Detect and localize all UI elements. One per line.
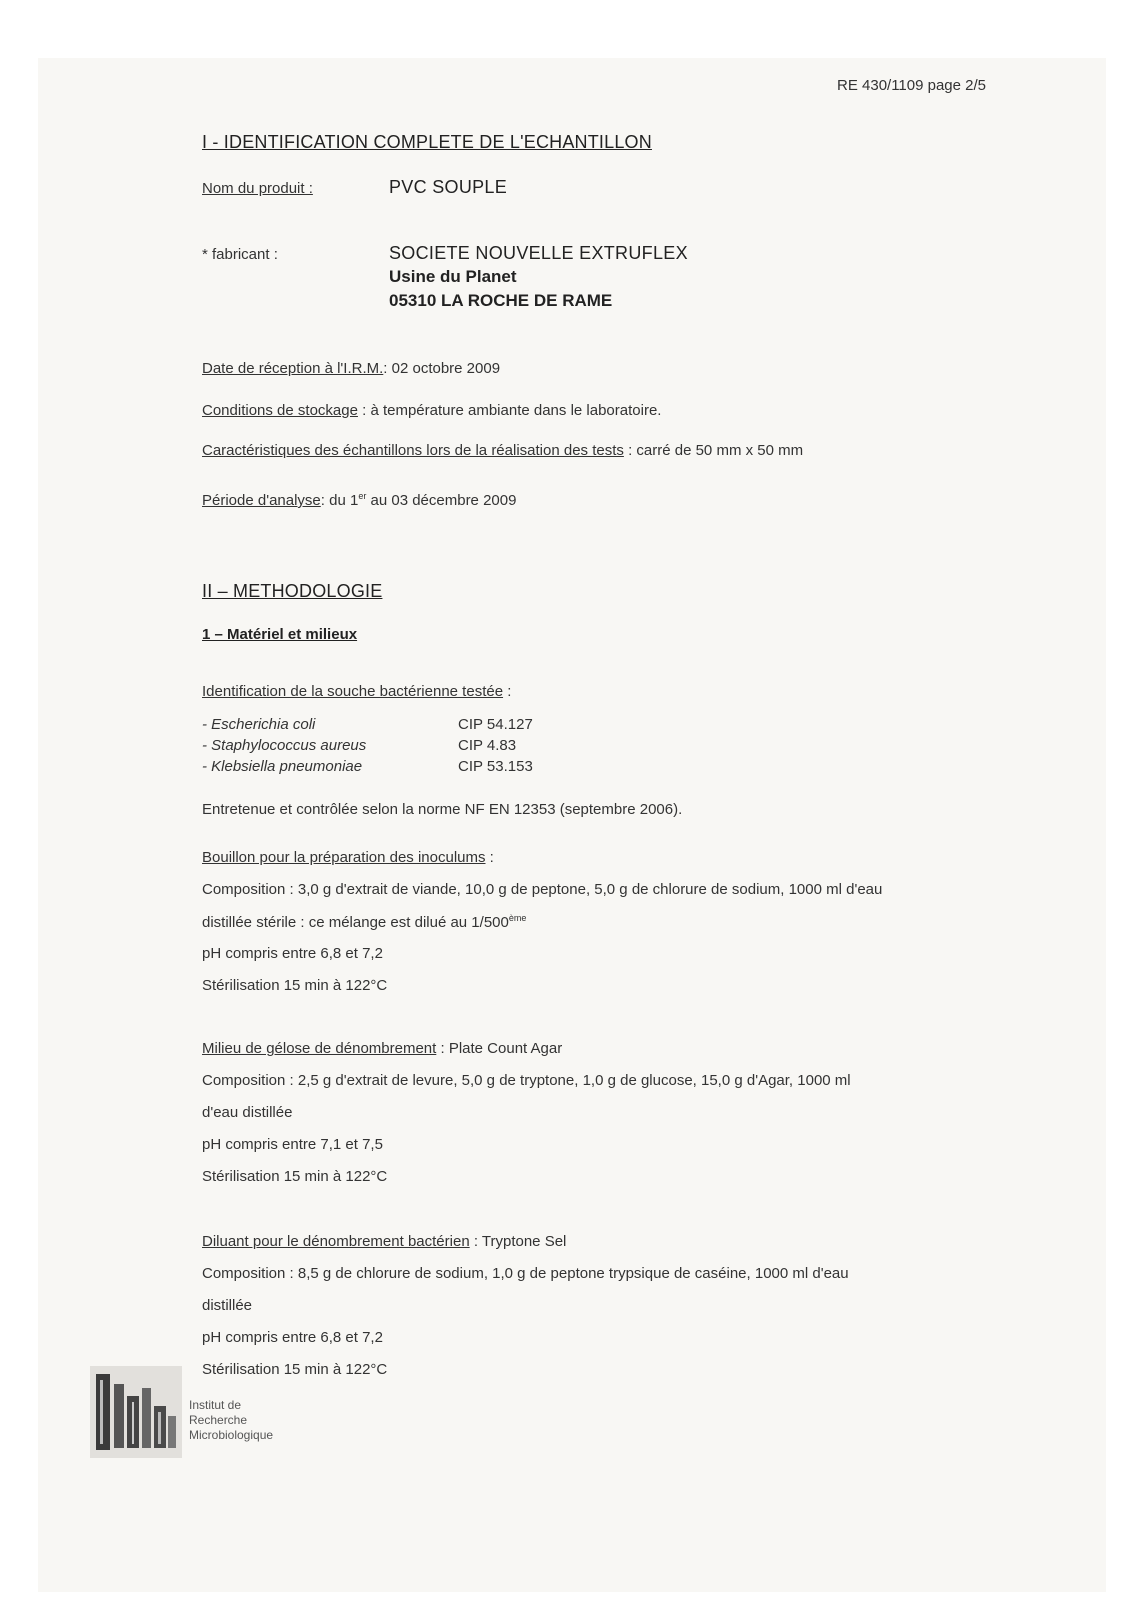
- diluent-ph: pH compris entre 6,8 et 7,2: [202, 1329, 383, 1346]
- period-row: [202, 491, 516, 509]
- reception-label: Date de réception à l'I.R.M.: [202, 360, 384, 377]
- maker-label: * fabricant :: [202, 246, 278, 263]
- agar-ph: pH compris entre 7,1 et 7,5: [202, 1136, 383, 1153]
- strain-heading-suffix: :: [503, 683, 512, 700]
- broth-ph: pH compris entre 6,8 et 7,2: [202, 945, 383, 962]
- reception-value: : 02 octobre 2009: [383, 360, 501, 377]
- section-2-title: [202, 581, 382, 602]
- product-label: Nom du produit :: [202, 180, 313, 197]
- broth-heading: Bouillon pour la préparation des inoculums: [202, 849, 486, 866]
- specs-value: : carré de 50 mm x 50 mm: [628, 442, 804, 459]
- logo-line-1: Institut de: [189, 1398, 242, 1412]
- broth-composition-2: [202, 913, 526, 931]
- agar-heading-row: [202, 1040, 562, 1057]
- broth-heading-suffix: :: [485, 849, 494, 866]
- section-2-subtitle: 1 – Matériel et milieux: [202, 626, 358, 643]
- agar-composition-1: Composition : 2,5 g d'extrait de levure, 5,0 g de tryptone, 1,0 g de glucose, 15,0 g d'Agar, 1000 ml: [202, 1072, 851, 1089]
- agar-heading: Milieu de gélose de dénombrement: [202, 1040, 437, 1057]
- broth-composition-2-sup: ème: [508, 913, 527, 923]
- broth-composition-2-text: distillée stérile : ce mélange est dilué au 1/500: [202, 914, 509, 931]
- period-label: Période d'analyse: [202, 492, 321, 509]
- diluent-heading: Diluant pour le dénombrement bactérien: [202, 1233, 470, 1250]
- institute-logo-icon: [90, 1366, 182, 1458]
- strain-heading-row: [202, 683, 511, 700]
- diluent-sterilisation: Stérilisation 15 min à 122°C: [202, 1361, 388, 1378]
- broth-composition-1: Composition : 3,0 g d'extrait de viande, 10,0 g de peptone, 5,0 g de chlorure de sodium, 1000 ml d'eau: [202, 881, 883, 898]
- logo-line-3: Microbiologique: [189, 1428, 274, 1442]
- diluent-composition-1: Composition : 8,5 g de chlorure de sodium, 1,0 g de peptone trypsique de caséine, 1000 ml d'eau: [202, 1265, 849, 1282]
- storage-row: [202, 402, 661, 419]
- section-2-title-text: II – METHODOLOGIE: [202, 581, 383, 601]
- agar-sterilisation: Stérilisation 15 min à 122°C: [202, 1168, 388, 1185]
- storage-label: Conditions de stockage: [202, 402, 358, 419]
- maker-line-2: Usine du Planet: [389, 267, 517, 286]
- logo-caption: [189, 1398, 273, 1443]
- agar-composition-2: d'eau distillée: [202, 1104, 293, 1121]
- period-value-sup: er: [358, 491, 367, 501]
- specs-row: [202, 442, 803, 459]
- logo-line-2: Recherche: [189, 1413, 248, 1427]
- maker-line-3: 05310 LA ROCHE DE RAME: [389, 291, 613, 310]
- diluent-composition-2: distillée: [202, 1297, 253, 1314]
- strain-code: CIP 53.153: [458, 758, 533, 775]
- section-1-title: I - IDENTIFICATION COMPLETE DE L'ECHANTILLON: [202, 132, 652, 152]
- diluent-heading-suffix: : Tryptone Sel: [469, 1233, 567, 1250]
- storage-value: : à température ambiante dans le laboratoire.: [362, 402, 662, 419]
- paper-sheet: [38, 58, 1106, 1592]
- broth-sterilisation: Stérilisation 15 min à 122°C: [202, 977, 388, 994]
- diluent-heading-row: [202, 1233, 566, 1250]
- page-reference: RE 430/1109 page 2/5: [837, 77, 987, 94]
- specs-label: Caractéristiques des échantillons lors de la réalisation des tests: [202, 442, 624, 459]
- strain-name: - Klebsiella pneumoniae: [202, 758, 363, 775]
- strain-heading: Identification de la souche bactérienne testée: [202, 683, 504, 700]
- maintained-text: Entretenue et contrôlée selon la norme NF EN 12353 (septembre 2006).: [202, 801, 683, 818]
- maker-line-1: SOCIETE NOUVELLE EXTRUFLEX: [389, 243, 688, 263]
- period-value-b: au 03 décembre 2009: [366, 492, 517, 509]
- strain-name: - Escherichia coli: [202, 716, 316, 733]
- reception-row: [202, 360, 500, 377]
- strain-name: - Staphylococcus aureus: [202, 737, 367, 754]
- agar-heading-suffix: : Plate Count Agar: [436, 1040, 563, 1057]
- strain-code: CIP 54.127: [458, 716, 533, 733]
- period-value-a: : du 1: [320, 492, 359, 509]
- product-value: PVC SOUPLE: [389, 177, 508, 197]
- strain-code: CIP 4.83: [458, 737, 517, 754]
- broth-heading-row: [202, 849, 494, 866]
